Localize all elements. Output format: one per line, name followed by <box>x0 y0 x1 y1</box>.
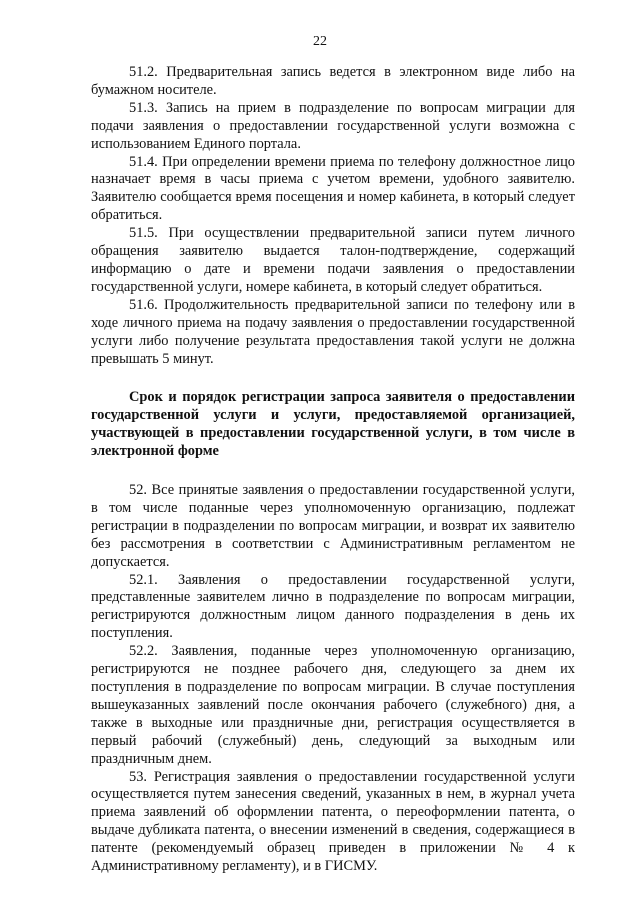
paragraph-51-5: 51.5. При осуществлении предварительной записи путем личного обращения заявителю выдается талон-подтверждение, содержащий информацию о дате и времени подачи заявления о предоставлении государственной услуги, номере кабинета, в который следует обратиться. <box>91 225 575 295</box>
paragraph-51-2: 51.2. Предварительная запись ведется в электронном виде либо на бумажном носителе. <box>91 64 575 98</box>
section-body <box>91 482 575 876</box>
paragraph-52: 52. Все принятые заявления о предоставлении государственной услуги, в том числе поданные через уполномоченную организацию, подлежат регистрации в подразделении по вопросам миграции, и возврат их заявителю без рассмотрения в соответствии с Административным регламентом не допускается. <box>91 482 575 570</box>
paragraph-52-2: 52.2. Заявления, поданные через уполномоченную организацию, регистрируются не позднее рабочего дня, следующего за днем их поступления в подразделение по вопросам миграции. В случае поступления вышеуказанных заявлений после окончания рабочего (служебного) дня, а также в выходные или праздничные дни, регистрация осуществляется в первый рабочий (служебный) день, следующий за выходным или праздничным днем. <box>91 643 575 767</box>
document-body <box>91 64 575 876</box>
paragraph-53: 53. Регистрация заявления о предоставлении государственной услуги осуществляется путем занесения сведений, указанных в нем, в журнал учета приема заявлений об оформлении патента, о переоформлении патента, о выдаче дубликата патента, о внесении изменений в сведения, содержащиеся в патенте (рекомендуемый образец приведен в приложении № 4 к Административному регламенту), и в ГИСМУ. <box>91 768 575 875</box>
page-number: 22 <box>313 34 327 49</box>
paragraph-51-3: 51.3. Запись на прием в подразделение по вопросам миграции для подачи заявления о предоставлении государственной услуги возможна с использованием Единого портала. <box>91 99 575 152</box>
section-heading: Срок и порядок регистрации запроса заявителя о предоставлении государственной услуги и услуги, предоставляемой организацией, участвующей в предоставлении государственной услуги, в том числе в электронной форме <box>91 389 575 460</box>
paragraph-51-4: 51.4. При определении времени приема по телефону должностное лицо назначает время в часы приема с учетом времени, удобного заявителю. Заявителю сообщается время посещения и номер кабинета, в который следует обратиться. <box>91 153 575 224</box>
paragraph-51-6: 51.6. Продолжительность предварительной записи по телефону или в ходе личного приема на подачу заявления о предоставлении государственной услуги либо получение результата предоставления такой услуги не должна превышать 5 минут. <box>91 296 575 367</box>
paragraph-52-1: 52.1. Заявления о предоставлении государственной услуги, представленные заявителем лично в подразделение по вопросам миграции, регистрируются должностным лицом данного подразделения в день их поступления. <box>91 571 575 642</box>
